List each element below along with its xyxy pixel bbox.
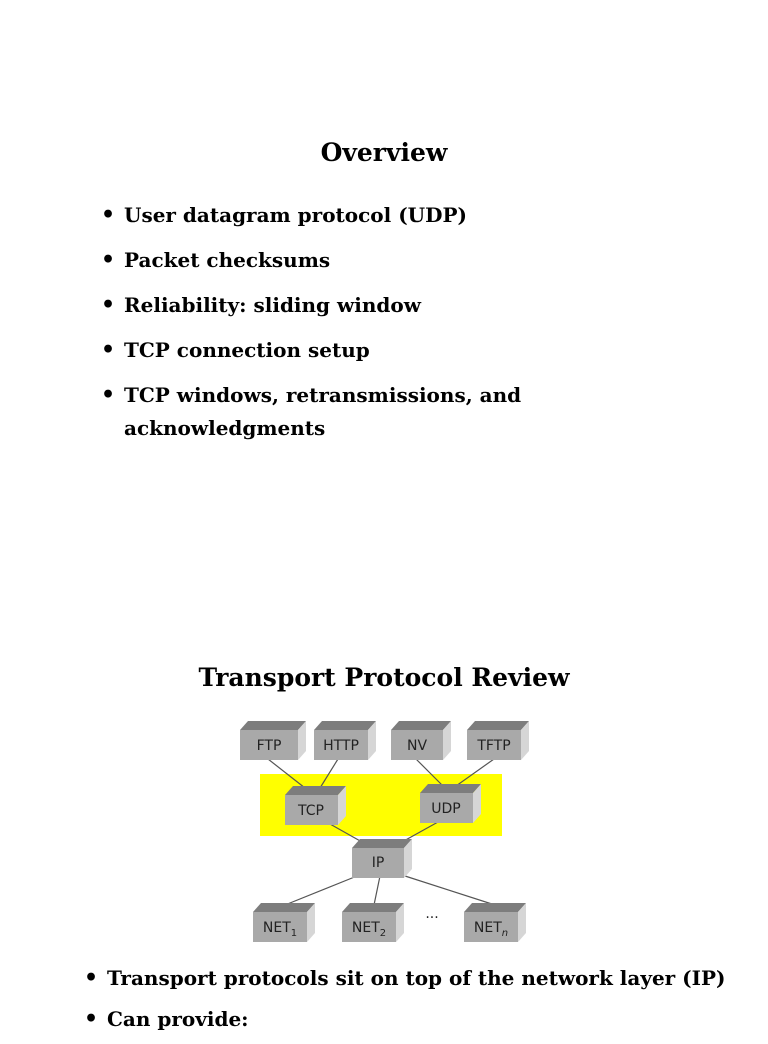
app-label-ftp: FTP [256, 738, 282, 754]
app-label-tftp: TFTP [477, 738, 511, 754]
net-label-2: $NET_2$ [351, 920, 387, 939]
net-box-2 [342, 903, 404, 942]
net-ellipsis: ... [425, 906, 439, 922]
overview-bullet-tcp-windows: • TCP windows, retransmissions, and acknowledgments [101, 379, 571, 445]
line-ip-net2 [374, 876, 380, 905]
network-box-ip [352, 839, 412, 878]
line-ip-netn [405, 876, 495, 905]
overview-title: Overview [320, 138, 448, 167]
transport-bullet-sit-on-top: • Transport protocols sit on top of the network layer (IP) [84, 962, 744, 995]
network-label-ip: IP [371, 855, 385, 871]
transport-review-title: Transport Protocol Review [198, 663, 570, 692]
net-box-n [464, 903, 526, 942]
net-label-n: $NET_n$ [473, 920, 509, 939]
transport-label-tcp: TCP [298, 803, 324, 819]
overview-bullet-checksums: • Packet checksums [101, 244, 571, 277]
app-box-nv [391, 721, 451, 760]
app-label-http: HTTP [323, 738, 359, 754]
app-box-http [314, 721, 376, 760]
transport-bullet-can-provide: • Can provide: [84, 1003, 744, 1036]
app-box-ftp [240, 721, 306, 760]
app-label-nv: NV [406, 738, 428, 754]
transport-box-udp [420, 784, 481, 823]
overview-bullet-tcp-setup: • TCP connection setup [101, 334, 571, 367]
overview-bullet-sliding-window: • Reliability: sliding window [101, 289, 571, 322]
transport-box-tcp [285, 786, 346, 825]
line-ip-net1 [285, 876, 357, 905]
transport-bullet-list [84, 962, 744, 1044]
net-box-1 [253, 903, 315, 942]
transport-label-udp: UDP [431, 801, 461, 817]
app-box-tftp [467, 721, 529, 760]
net-label-1: $NET_1$ [262, 920, 298, 939]
overview-bullet-udp: • User datagram protocol (UDP) [101, 199, 571, 232]
